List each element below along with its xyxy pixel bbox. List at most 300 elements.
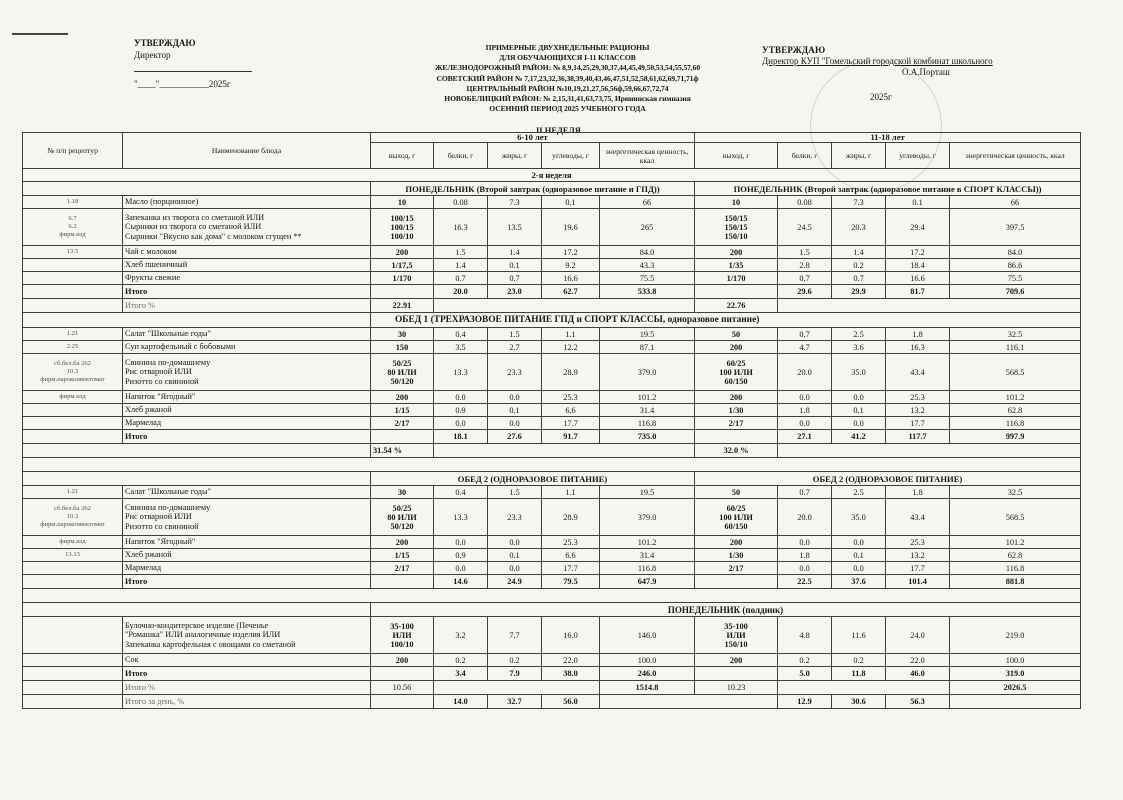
nutrient-value: 29.4 [886, 209, 950, 246]
blank-cell [23, 575, 123, 589]
nutrient-value: 116.8 [600, 562, 695, 575]
recipe-code: 13.13 [23, 549, 123, 562]
nutrient-value: 116.8 [600, 417, 695, 430]
nutrient-value: 35.0 [832, 354, 886, 391]
nutrient-value: 0.0 [832, 391, 886, 404]
nutrient-value: 100.0 [600, 654, 695, 667]
energy-total: 2026.5 [950, 681, 1081, 695]
portion-value: 200 [371, 536, 434, 549]
total-value: 7.9 [488, 667, 542, 681]
dish-row [23, 391, 1081, 404]
blank-cell [434, 299, 695, 313]
portion-value: 1/30 [695, 404, 778, 417]
blank-cell [23, 313, 371, 328]
nutrient-value: 24.5 [778, 209, 832, 246]
nutrient-value: 25.3 [542, 536, 600, 549]
dish-name: Чай с молоком [123, 246, 371, 259]
section-row [23, 182, 1081, 196]
blank-cell [371, 575, 434, 589]
age-group-header: 11-18 лет [695, 133, 1081, 143]
percent-value [371, 444, 434, 458]
portion-value: 200 [695, 341, 778, 354]
nutrient-value: 116.1 [950, 341, 1081, 354]
nutrient-value: 0.0 [488, 562, 542, 575]
total-value: 41.2 [832, 430, 886, 444]
nutrient-value: 1.5 [488, 328, 542, 341]
dish-row [23, 549, 1081, 562]
dish-row [23, 341, 1081, 354]
column-header: жиры, г [488, 143, 542, 169]
percent-number: 32.0 [723, 446, 739, 455]
total-value: 20.0 [434, 285, 488, 299]
nutrient-value: 16.6 [886, 272, 950, 285]
total-value: 5.0 [778, 667, 832, 681]
percent-sign: % [740, 446, 749, 455]
total-value: 319.0 [950, 667, 1081, 681]
nutrient-value: 0.2 [434, 654, 488, 667]
portion-value: 2/17 [371, 562, 434, 575]
recipe-code: фирм.изд [23, 391, 123, 404]
dish-name: Хлеб пшеничный [123, 259, 371, 272]
week-label: II НЕДЕЛЯ [536, 125, 581, 135]
nutrient-value: 379.0 [600, 354, 695, 391]
nutrient-value: 17.7 [886, 417, 950, 430]
nutrient-value: 265 [600, 209, 695, 246]
nutrient-value: 101.2 [950, 391, 1081, 404]
total-value: 29.9 [832, 285, 886, 299]
portion-value: 150/15 150/15 150/10 [695, 209, 778, 246]
column-header: углеводы, г [542, 143, 600, 169]
nutrient-value: 0.1 [832, 549, 886, 562]
nutrient-value: 13.5 [488, 209, 542, 246]
nutrient-value: 1.4 [832, 246, 886, 259]
nutrient-value: 25.3 [886, 536, 950, 549]
nutrient-value: 0.0 [832, 417, 886, 430]
energy-total: 1514.8 [600, 681, 695, 695]
section-title: ОБЕД 1 (ТРЕХРАЗОВОЕ ПИТАНИЕ ГПД и СПОРТ КЛАССЫ, одноразовое питание) [371, 313, 1081, 328]
portion-value: 50/25 80 ИЛИ 50/120 [371, 354, 434, 391]
nutrient-value: 22.0 [542, 654, 600, 667]
nutrient-value: 116.8 [950, 417, 1081, 430]
portion-value: 2/17 [371, 417, 434, 430]
nutrient-value: 11.6 [832, 617, 886, 654]
column-header: жиры, г [832, 143, 886, 169]
nutrient-value: 17.2 [886, 246, 950, 259]
dish-row [23, 328, 1081, 341]
blank-cell [695, 575, 778, 589]
recipe-code [23, 259, 123, 272]
recipe-code [23, 272, 123, 285]
nutrient-value: 3.5 [434, 341, 488, 354]
nutrient-value: 0.0 [778, 536, 832, 549]
dish-row [23, 536, 1081, 549]
dish-row [23, 562, 1081, 575]
column-header: энергетическая ценность, ккал [950, 143, 1081, 169]
total-value: 29.6 [778, 285, 832, 299]
recipe-code [23, 617, 123, 654]
portion-value: 200 [695, 391, 778, 404]
nutrient-value: 0.4 [434, 328, 488, 341]
nutrient-value: 13.3 [434, 499, 488, 536]
percent-value: 22.76 [695, 299, 778, 313]
portion-value: 50 [695, 486, 778, 499]
dish-row [23, 404, 1081, 417]
nutrient-value: 17.7 [542, 562, 600, 575]
nutrient-value: 397.5 [950, 209, 1081, 246]
total-value: 533.8 [600, 285, 695, 299]
recipe-code: 1.21 [23, 486, 123, 499]
blank-cell [23, 444, 371, 458]
section-title: ОБЕД 2 (ОДНОРАЗОВОЕ ПИТАНИЕ) [371, 472, 695, 486]
column-header: энергетическая ценность, ккал [600, 143, 695, 169]
dish-row [23, 354, 1081, 391]
portion-value: 1/30 [695, 549, 778, 562]
total-value: 997.9 [950, 430, 1081, 444]
recipe-code [23, 562, 123, 575]
dish-row [23, 272, 1081, 285]
nutrient-value: 25.3 [542, 391, 600, 404]
nutrient-value: 0.7 [778, 328, 832, 341]
document-title-block [395, 43, 740, 114]
blank-cell [778, 299, 1081, 313]
nutrient-value: 3.6 [832, 341, 886, 354]
percent-label: Итого % [123, 681, 371, 695]
section-title: ПОНЕДЕЛЬНИК (Второй завтрак (одноразовое питание и ГПД)) [371, 182, 695, 196]
nutrient-value: 0.1 [832, 404, 886, 417]
day-total-value: 14.0 [434, 695, 488, 709]
recipe-code: 6.7 6.2 фирм.изд [23, 209, 123, 246]
recipe-code [23, 654, 123, 667]
total-row [23, 575, 1081, 589]
title-line: ДЛЯ ОБУЧАЮЩИХСЯ I-11 КЛАССОВ [499, 53, 636, 63]
nutrient-value: 0.1 [886, 196, 950, 209]
blank-cell [23, 299, 123, 313]
blank-cell [950, 695, 1081, 709]
nutrient-value: 219.0 [950, 617, 1081, 654]
percent-row [23, 444, 1081, 458]
nutrient-value: 12.2 [542, 341, 600, 354]
total-value: 37.6 [832, 575, 886, 589]
percent-label: Итого % [123, 299, 371, 313]
total-label: Итого [123, 285, 371, 299]
nutrient-value: 4.7 [778, 341, 832, 354]
dish-row [23, 654, 1081, 667]
blank-cell [695, 430, 778, 444]
blank-cell [371, 285, 434, 299]
recipe-code [23, 404, 123, 417]
dish-name: Напиток "Ягодный" [123, 391, 371, 404]
nutrient-value: 6.6 [542, 404, 600, 417]
total-label: Итого [123, 575, 371, 589]
nutrient-value: 6.6 [542, 549, 600, 562]
nutrient-value: 1.5 [434, 246, 488, 259]
nutrient-value: 0.0 [488, 536, 542, 549]
total-label: Итого [123, 430, 371, 444]
total-value: 881.8 [950, 575, 1081, 589]
nutrient-value: 0.0 [434, 391, 488, 404]
portion-value: 200 [695, 654, 778, 667]
nutrient-value: 2.8 [778, 259, 832, 272]
percent-row [23, 299, 1081, 313]
day-total-value: 30.6 [832, 695, 886, 709]
right-approval-who: Директор КУП "Гомельский городской комбинат школьного [762, 56, 993, 66]
nutrient-value: 62.8 [950, 404, 1081, 417]
nutrient-value: 0.2 [832, 654, 886, 667]
dish-row [23, 499, 1081, 536]
nutrient-value: 24.0 [886, 617, 950, 654]
nutrient-value: 0.08 [778, 196, 832, 209]
portion-value: 30 [371, 328, 434, 341]
portion-value: 10 [695, 196, 778, 209]
nutrient-value: 0.7 [832, 272, 886, 285]
nutrient-value: 1.8 [778, 549, 832, 562]
header-row [23, 133, 1081, 143]
right-approval-year: 2025г [870, 92, 892, 102]
total-value: 27.1 [778, 430, 832, 444]
nutrient-value: 17.7 [886, 562, 950, 575]
dish-name: Сок [123, 654, 371, 667]
portion-value: 100/15 100/15 100/10 [371, 209, 434, 246]
nutrient-value: 1.4 [434, 259, 488, 272]
blank-cell [23, 695, 123, 709]
blank-cell [23, 458, 1081, 472]
nutrient-value: 32.5 [950, 486, 1081, 499]
recipe-code: 2.25 [23, 341, 123, 354]
nutrient-value: 101.2 [600, 391, 695, 404]
portion-value: 1/170 [371, 272, 434, 285]
day-total-label: Итого за день, % [123, 695, 371, 709]
nutrient-value: 0.0 [434, 536, 488, 549]
blank-cell [23, 589, 1081, 603]
portion-value: 1/170 [695, 272, 778, 285]
blank-cell [371, 695, 434, 709]
day-total-value: 56.3 [886, 695, 950, 709]
nutrient-value: 0.4 [434, 486, 488, 499]
nutrient-value: 16.6 [542, 272, 600, 285]
blank-cell [371, 667, 434, 681]
dish-name: Хлеб ржаной [123, 404, 371, 417]
nutrient-value: 0.7 [778, 272, 832, 285]
nutrient-value: 17.7 [542, 417, 600, 430]
dish-name: Салат "Школьные годы" [123, 328, 371, 341]
nutrient-value: 0.0 [488, 391, 542, 404]
portion-value: 2/17 [695, 562, 778, 575]
nutrient-value: 101.2 [950, 536, 1081, 549]
portion-value: 60/25 100 ИЛИ 60/150 [695, 499, 778, 536]
nutrient-value: 84.0 [950, 246, 1081, 259]
portion-value: 200 [695, 536, 778, 549]
total-value: 3.4 [434, 667, 488, 681]
nutrient-value: 66 [950, 196, 1081, 209]
blank-cell [371, 430, 434, 444]
nutrient-value: 23.3 [488, 499, 542, 536]
recipe-code: 13.5 [23, 246, 123, 259]
right-approval-name: О.А.Порташ [902, 67, 950, 77]
recipe-code: фирм.изд [23, 536, 123, 549]
nutrient-value: 0.7 [778, 486, 832, 499]
nutrient-value: 2.7 [488, 341, 542, 354]
nutrient-value: 0.0 [434, 417, 488, 430]
section-row [23, 603, 1081, 617]
nutrient-value: 32.5 [950, 328, 1081, 341]
column-header: углеводы, г [886, 143, 950, 169]
nutrient-value: 19.5 [600, 486, 695, 499]
nutrient-value: 1.1 [542, 328, 600, 341]
title-line: ЦЕНТРАЛЬНЫЙ РАЙОН №10,19,21,27,56,56ф,59,66,67,72,74 [466, 83, 669, 93]
title-line: НОВОБЕЛИЦКИЙ РАЙОН: № 2,15,31,41,63,73,75, Ирининская гимназия [444, 94, 691, 104]
dish-name: Свинина по-домашнему Рис отварной ИЛИ Ризотто со свининой [123, 499, 371, 536]
nutrient-value: 0.9 [434, 404, 488, 417]
dish-row [23, 259, 1081, 272]
nutrient-value: 7.3 [488, 196, 542, 209]
percent-number: 31.54 [373, 446, 392, 455]
nutrient-value: 66 [600, 196, 695, 209]
nutrient-value: 101.2 [600, 536, 695, 549]
dish-row [23, 209, 1081, 246]
blank-cell [23, 472, 371, 486]
dish-name: Мармелад [123, 417, 371, 430]
nutrient-value: 379.0 [600, 499, 695, 536]
portion-value: 200 [695, 246, 778, 259]
nutrient-value: 0.1 [542, 196, 600, 209]
nutrient-value: 20.0 [778, 354, 832, 391]
total-value: 22.5 [778, 575, 832, 589]
percent-value: 10.56 [371, 681, 434, 695]
title-line: СОВЕТСКИЙ РАЙОН № 7,17,23,32,36,38,39,40,43,46,47,51,52,58,61,62,69,71,71ф [436, 73, 699, 83]
total-value: 79.5 [542, 575, 600, 589]
day-total-value: 32.7 [488, 695, 542, 709]
blank-cell [23, 285, 123, 299]
dish-name: Мармелад [123, 562, 371, 575]
portion-value: 2/17 [695, 417, 778, 430]
total-value: 27.6 [488, 430, 542, 444]
blank-cell [778, 681, 950, 695]
portion-value: 1/15 [371, 549, 434, 562]
column-header: белки, г [778, 143, 832, 169]
nutrient-value: 0.1 [488, 404, 542, 417]
nutrient-value: 0.08 [434, 196, 488, 209]
nutrient-value: 1.5 [778, 246, 832, 259]
blank-cell [23, 603, 371, 617]
nutrient-value: 1.5 [488, 486, 542, 499]
recipe-code: сб.бел.ба 262 10.3 фирм.пароконвектомат [23, 354, 123, 391]
portion-value: 200 [371, 246, 434, 259]
nutrient-value: 0.7 [488, 272, 542, 285]
percent-value [695, 444, 778, 458]
nutrient-value: 1.8 [778, 404, 832, 417]
nutrient-value: 2.5 [832, 486, 886, 499]
nutrient-value: 1.1 [542, 486, 600, 499]
portion-value: 35-100 ИЛИ 150/10 [695, 617, 778, 654]
day-total-value: 12.9 [778, 695, 832, 709]
dish-header: Наименование блюда [123, 133, 371, 169]
blank-cell [23, 681, 123, 695]
portion-value: 200 [371, 654, 434, 667]
percent-sign: % [393, 446, 403, 455]
total-value: 62.7 [542, 285, 600, 299]
nutrient-value: 0.0 [832, 562, 886, 575]
title-line: ЖЕЛЕЗНОДОРОЖНЫЙ РАЙОН: № 8,9,14,25,29,30,37,44,45,49,50,53,54,55,57,60 [434, 63, 701, 73]
nutrient-value: 1.8 [886, 486, 950, 499]
nutrient-value: 0.0 [778, 562, 832, 575]
nutrient-value: 0.9 [434, 549, 488, 562]
dish-name: Салат "Школьные годы" [123, 486, 371, 499]
total-value: 38.0 [542, 667, 600, 681]
total-label: Итого [123, 667, 371, 681]
nutrient-value: 86.6 [950, 259, 1081, 272]
nutrient-value: 9.2 [542, 259, 600, 272]
portion-value: 1/17,5 [371, 259, 434, 272]
nutrient-value: 0.1 [488, 259, 542, 272]
week-row [23, 169, 1081, 182]
portion-value: 200 [371, 391, 434, 404]
left-approval-role: Директор [134, 50, 171, 60]
left-approval-date: "____"___________2025г [134, 79, 231, 89]
nutrient-value: 1.4 [488, 246, 542, 259]
nutrient-value: 25.3 [886, 391, 950, 404]
portion-value: 1/35 [695, 259, 778, 272]
nutrient-value: 0.2 [778, 654, 832, 667]
nutrient-value: 7.3 [832, 196, 886, 209]
nutrient-value: 62.8 [950, 549, 1081, 562]
column-header: выход, г [371, 143, 434, 169]
age-group-header: 6-10 лет [371, 133, 695, 143]
dish-row [23, 246, 1081, 259]
recipe-code [23, 417, 123, 430]
dish-row [23, 617, 1081, 654]
spacer-row [23, 458, 1081, 472]
title-line: ОСЕННИЙ ПЕРИОД 2025 УЧЕБНОГО ГОДА [489, 104, 646, 114]
nutrient-value: 0.0 [778, 417, 832, 430]
total-value: 709.6 [950, 285, 1081, 299]
column-header: белки, г [434, 143, 488, 169]
nutrient-value: 22.0 [886, 654, 950, 667]
total-value: 91.7 [542, 430, 600, 444]
nutrient-value: 16.0 [542, 617, 600, 654]
menu-table [22, 132, 1081, 709]
nutrient-value: 75.5 [600, 272, 695, 285]
total-value: 81.7 [886, 285, 950, 299]
signature-line [134, 61, 252, 72]
blank-cell [23, 430, 123, 444]
dish-row [23, 196, 1081, 209]
section-title: ОБЕД 2 (ОДНОРАЗОВОЕ ПИТАНИЕ) [695, 472, 1081, 486]
total-row [23, 430, 1081, 444]
total-row [23, 285, 1081, 299]
portion-value: 35-100 ИЛИ 100/10 [371, 617, 434, 654]
nutrient-value: 28.9 [542, 499, 600, 536]
percent-value: 22.91 [371, 299, 434, 313]
nutrient-value: 13.3 [434, 354, 488, 391]
blank-cell [695, 667, 778, 681]
blank-cell [434, 681, 600, 695]
nutrient-value: 0.2 [832, 259, 886, 272]
nutrient-value: 28.9 [542, 354, 600, 391]
nutrient-value: 20.3 [832, 209, 886, 246]
nutrient-value: 0.0 [488, 417, 542, 430]
percent-row [23, 681, 1081, 695]
portion-value: 1/15 [371, 404, 434, 417]
nutrient-value: 0.7 [434, 272, 488, 285]
dish-name: Суп картофельный с бобовыми [123, 341, 371, 354]
total-value: 14.6 [434, 575, 488, 589]
dish-name: Фрукты свежие [123, 272, 371, 285]
nutrient-value: 75.5 [950, 272, 1081, 285]
nutrient-value: 43.4 [886, 354, 950, 391]
portion-value: 50 [695, 328, 778, 341]
portion-value: 150 [371, 341, 434, 354]
nutrient-value: 4.8 [778, 617, 832, 654]
